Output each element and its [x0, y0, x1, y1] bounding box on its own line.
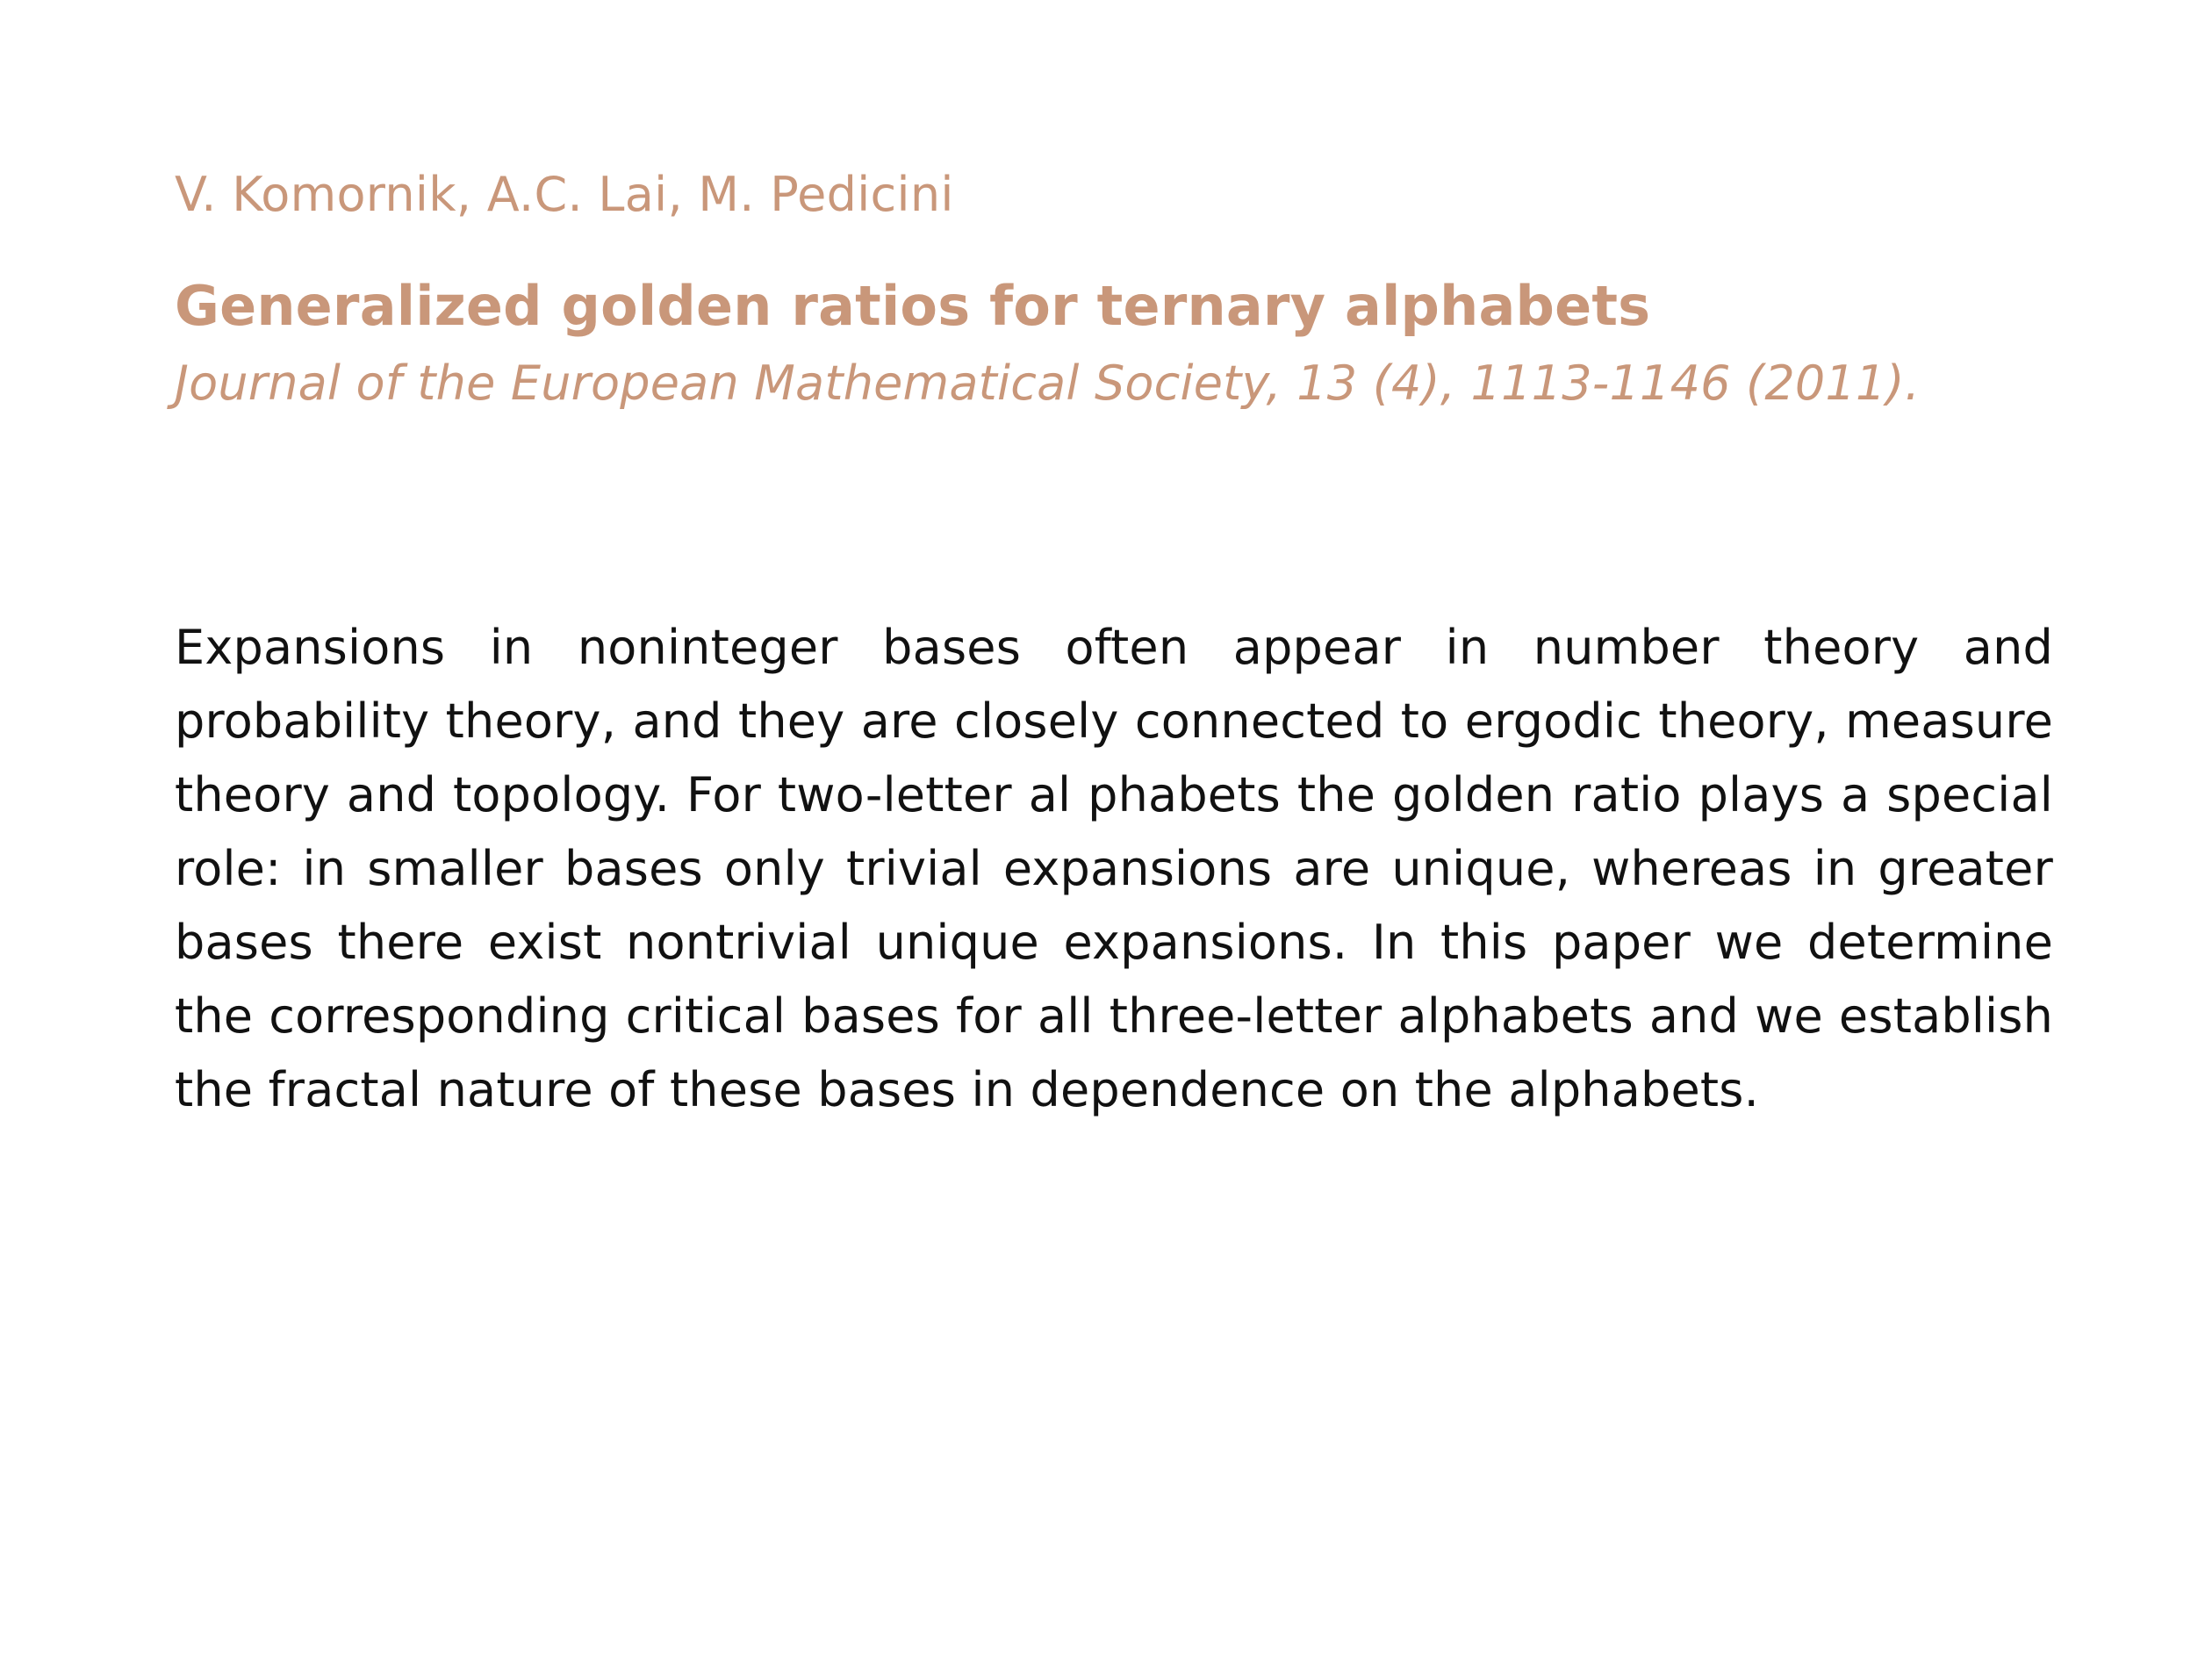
paper-title: Generalized golden ratios for ternary alphabets	[175, 274, 1651, 338]
paper-abstract: Expansions in noninteger bases often appear in number theory and probability theory, and they are closely connected to ergodic theory, measure theory and topology. For two-letter al phabets the golden ratio plays a special role: in smaller bases only trivial expansions are unique, whereas in greater bases there exist nontrivial unique expansions. In this paper we determine the corresponding critical bases for all three-letter alphabets and we establish the fractal nature of these bases in dependence on the alphabets.	[175, 620, 2053, 1117]
paper-journal-citation: Journal of the European Mathematical Society, 13 (4), 1113-1146 (2011).	[175, 356, 1921, 411]
paper-authors: V. Komornik, A.C. Lai, M. Pedicini	[175, 167, 954, 222]
